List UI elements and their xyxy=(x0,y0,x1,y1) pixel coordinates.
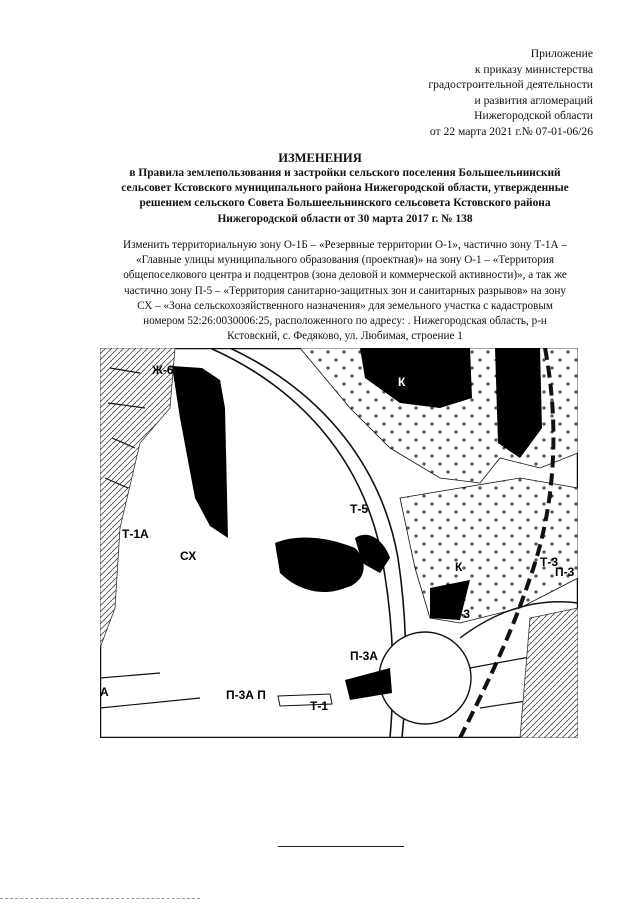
roundabout xyxy=(379,632,471,724)
label-o1: О-1 xyxy=(280,544,301,558)
appendix-line: к приказу министерства xyxy=(474,62,593,76)
appendix-block xyxy=(428,46,593,140)
subtitle-line: решением сельского Совета Большеельнинского сельсовета Кстовского района xyxy=(139,197,551,210)
appendix-line: от 22 марта 2021 г.№ 07-01-06/26 xyxy=(429,124,593,138)
subtitle-line: сельсовет Кстовского муниципального района Нижегородской области, утвержденные xyxy=(121,182,569,195)
body-line: СХ – «Зона сельскохозяйственного назначения» для земельного участка с кадастровым xyxy=(137,299,553,312)
body-line: «Главные улицы муниципального образования (проектная)» на зону О-1 – «Территория xyxy=(136,254,554,267)
scan-artifact-line xyxy=(0,898,200,899)
label-a-left: А xyxy=(100,685,109,699)
label-k-top: К xyxy=(398,375,406,389)
label-t1: Т-1 xyxy=(310,699,328,713)
subtitle-line: Нижегородской области от 30 марта 2017 г. № 138 xyxy=(217,212,473,225)
label-t3-a: Т-3 xyxy=(502,435,520,449)
label-t3-c: Т-3 xyxy=(452,607,470,621)
zoning-map xyxy=(100,348,578,738)
body-line: Изменить территориальную зону О-1Б – «Резервные территории О-1», частично зону Т-1А – xyxy=(123,239,567,251)
appendix-line: Нижегородской области xyxy=(474,109,593,123)
document-subtitle xyxy=(95,166,595,227)
label-t3-b: Т-3 xyxy=(540,555,558,569)
document-title: ИЗМЕНЕНИЯ xyxy=(278,151,362,165)
label-p3a: П-3А xyxy=(350,649,378,663)
appendix-line: градостроительной деятельности xyxy=(428,78,593,92)
label-p3a-bottom: П-3А П xyxy=(226,688,266,702)
body-paragraph xyxy=(90,238,600,344)
body-line: номером 52:26:0030006:25, расположенного по адресу: . Нижегородская область, р-н xyxy=(143,315,547,328)
body-line: Кстовский, с. Федяково, ул. Любимая, строение 1 xyxy=(227,330,463,343)
appendix-line: и развития агломераций xyxy=(474,93,593,107)
label-t1a: Т-1А xyxy=(122,527,149,541)
subtitle-line: в Правила землепользования и застройки сельского поселения Большеельнинский xyxy=(129,167,561,179)
label-cx: СХ xyxy=(180,549,197,563)
label-t5: Т-5 xyxy=(350,502,368,516)
zoning-map-drawing xyxy=(100,348,578,738)
label-k-mid: К xyxy=(455,560,463,574)
label-p3-right: П-3 xyxy=(555,565,575,579)
footer-divider xyxy=(278,846,404,847)
body-line: частично зону П-5 – «Территория санитарно-защитных зон и санитарных разрывов» на зону xyxy=(124,284,566,297)
appendix-line: Приложение xyxy=(530,47,593,60)
label-zh6: Ж-6 xyxy=(152,363,174,377)
body-line: общепоселкового центра и подцентров (зона деловой и коммерческой активности)», а так же xyxy=(123,269,567,282)
